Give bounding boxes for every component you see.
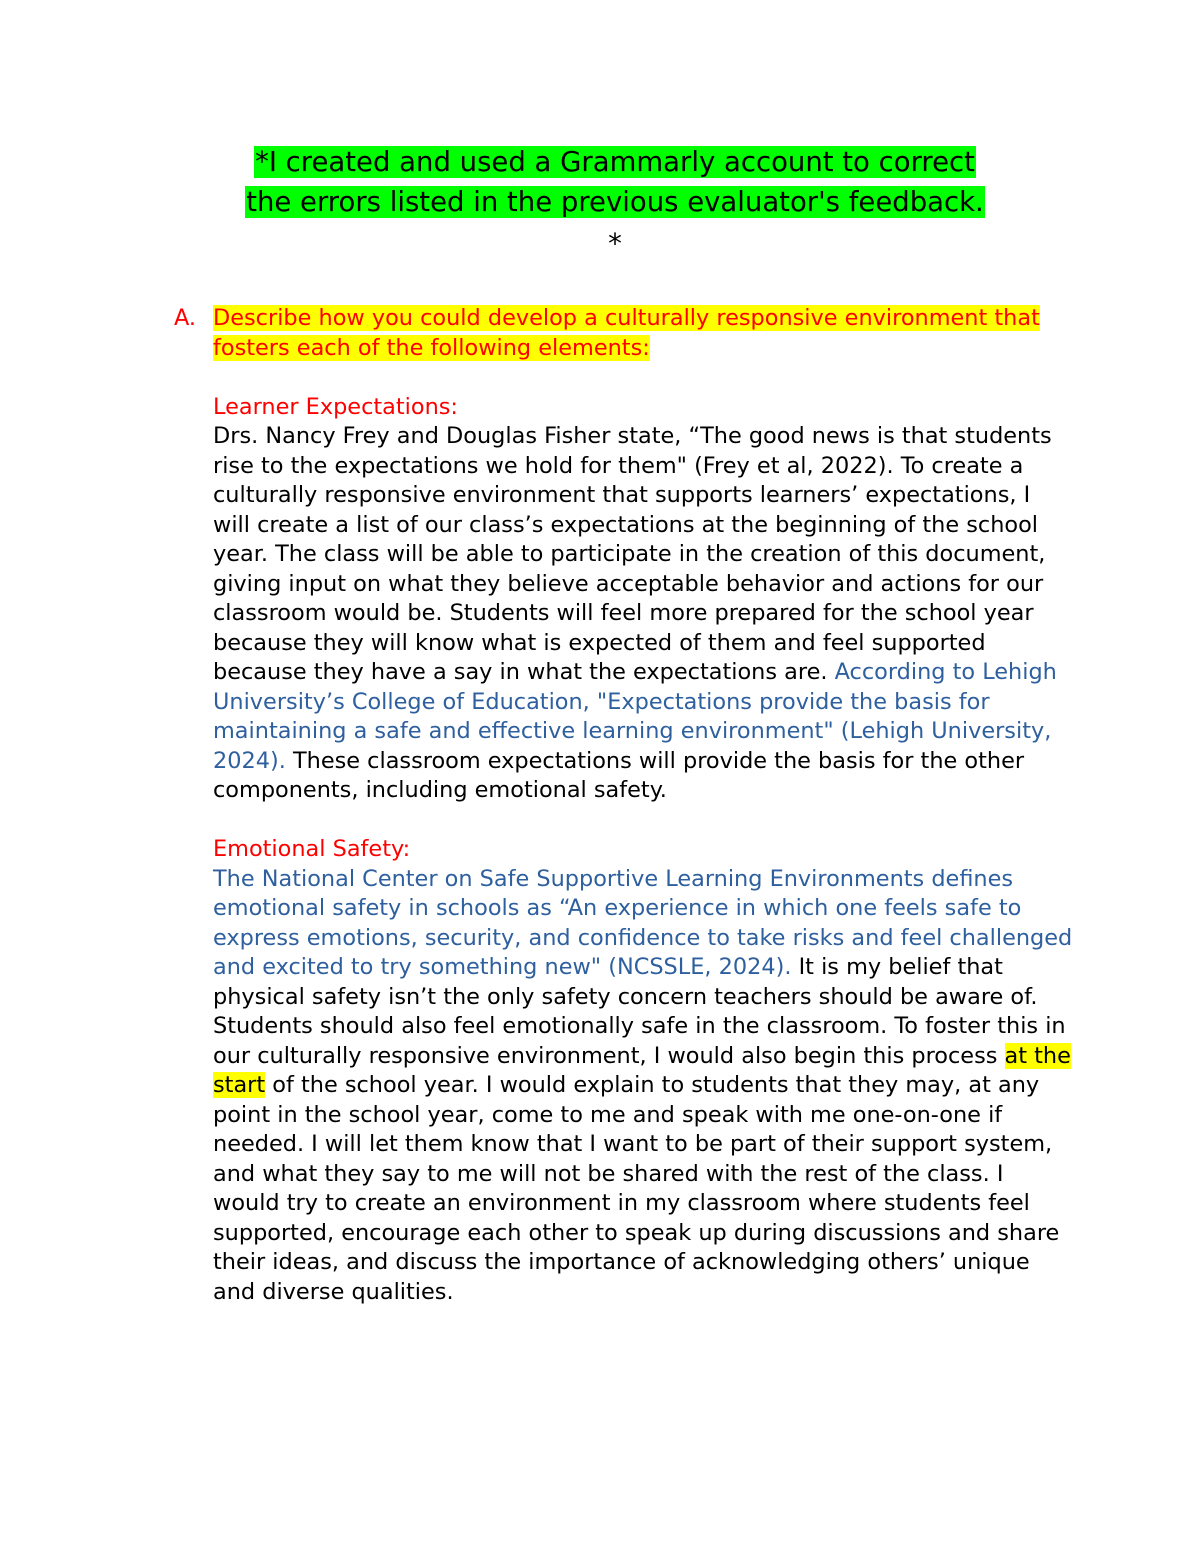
highlighted-phrase: at the start — [213, 1042, 1071, 1098]
section-a — [174, 304, 1074, 1307]
learner-expectations-closing: These classroom expectations will provide the basis for the other components, including emotional safety. — [213, 747, 1025, 803]
ncssle-quote: The National Center on Safe Supportive Learning Environments defines emotional safety in schools as “An experience in which one feels safe to express emotions, security, and confidence to take risks and feel challenged and excited to try something new" (NCSSLE, 2024). — [213, 865, 1073, 980]
section-a-prompt: Describe how you could develop a culturally responsive environment that fosters each of the following elements: — [213, 305, 1040, 361]
list-marker: A. — [174, 305, 197, 331]
note-line-2: the errors listed in the previous evaluator's feedback. — [246, 186, 984, 218]
note-line-1: *I created and used a Grammarly account to correct — [255, 146, 975, 178]
learner-expectations-block — [174, 393, 1074, 1308]
learner-expectations-heading: Learner Expectations: — [213, 393, 458, 420]
lehigh-quote: According to Lehigh University’s College of Education, "Expectations provide the basis for maintaining a safe and effective learning environment" (Lehigh University, 2024). — [213, 659, 1057, 774]
learner-expectations-paragraph — [213, 422, 1074, 806]
emotional-safety-text-1: It is my belief that physical safety isn’t the only safety concern teachers should be aware of. Students should also feel emotionally safe in the classroom. To foster this in our culturally responsive environment, I would also begin this process — [213, 954, 1066, 1069]
learner-expectations-text: Drs. Nancy Frey and Douglas Fisher state, “The good news is that students rise to the expectations we hold for them" (Frey et al, 2022). To create a culturally responsive environment that supports learners’ expectations, I will create a list of our class’s expectations at the beginning of the school year. The class will be able to participate in the creation of this document, giving input on what they believe acceptable behavior and actions for our classroom would be. Students will feel more prepared for the school year because they will know what is expected of them and feel supported because they have a say in what the expectations are. — [213, 423, 1052, 685]
note-star: * — [608, 228, 622, 260]
emotional-safety-heading: Emotional Safety: — [213, 836, 411, 862]
emotional-safety-text-2: of the school year. I would explain to students that they may, at any point in the school year, come to me and speak with me one-on-one if needed. I will let them know that I want to be part of their support system, and what they say to me will not be shared with the rest of the class. I would try to create an environment in my classroom where students feel supported, encourage each other to speak up during discussions and share their ideas, and discuss the importance of acknowledging others’ unique and diverse qualities. — [213, 1072, 1060, 1305]
grammarly-note — [150, 142, 1080, 266]
emotional-safety-paragraph — [213, 865, 1074, 1308]
section-a-heading — [174, 304, 1074, 363]
